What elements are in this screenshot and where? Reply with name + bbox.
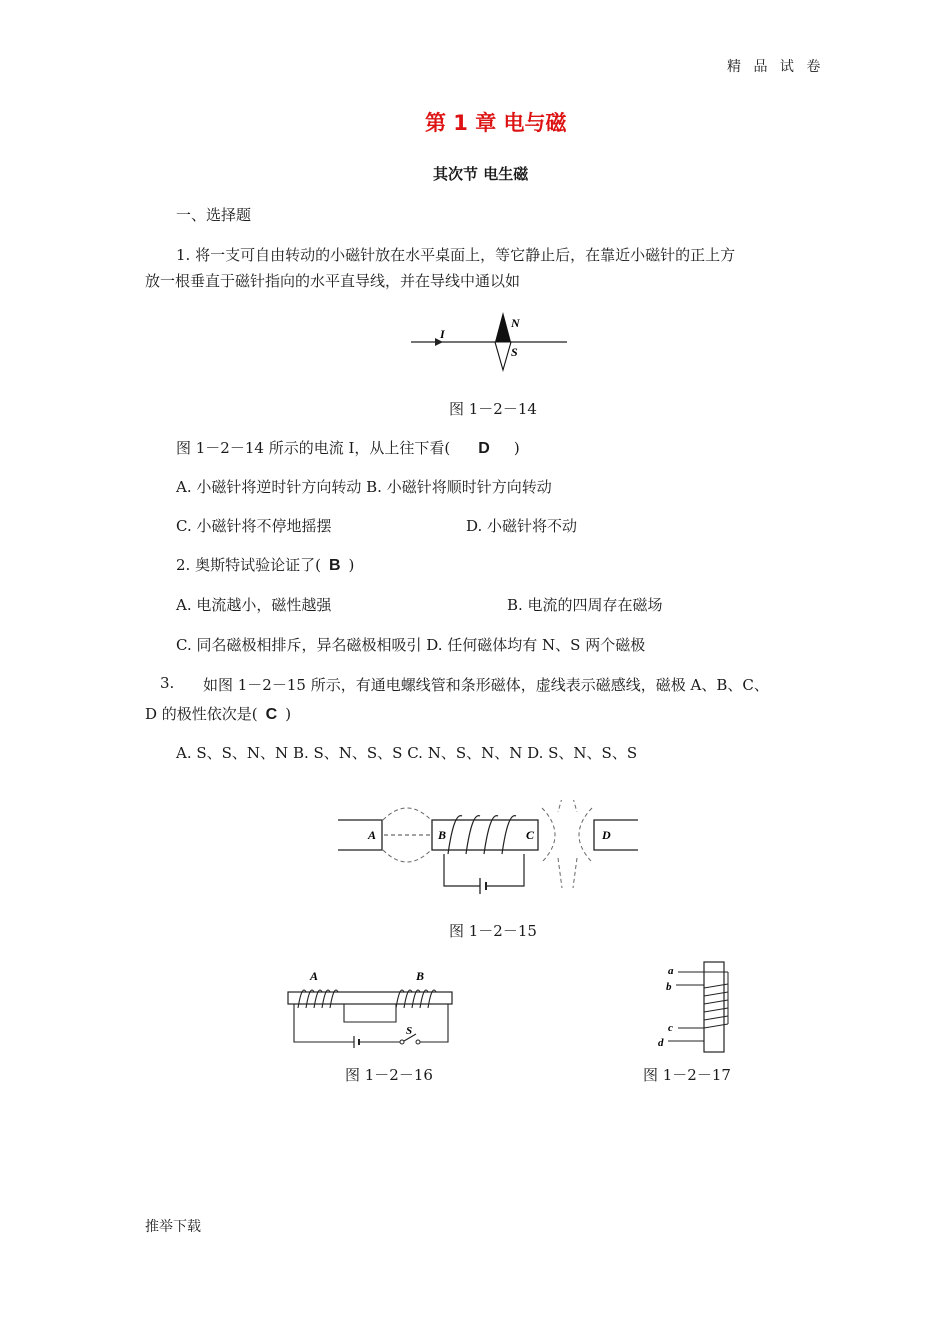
fig17-label-d: d	[658, 1037, 664, 1049]
q1-option-c: C. 小磁针将不停地摇摆	[176, 517, 332, 535]
circuit-wire-right	[486, 854, 524, 886]
right-bar-magnet	[594, 820, 638, 850]
figure-1-2-14	[405, 308, 575, 374]
q2-options-cd: C. 同名磁极相排斥，异名磁极相吸引 D. 任何磁体均有 N、S 两个磁极	[176, 636, 646, 654]
q2-stem	[176, 554, 354, 575]
q1-stem-line1: 1. 将一支可自由转动的小磁针放在水平桌面上，等它静止后，在靠近小磁针的正上方	[176, 246, 736, 264]
needle-north-half	[495, 312, 511, 342]
fig16-label-s: S	[406, 1025, 413, 1037]
chapter-title: 第 1 章 电与磁	[425, 111, 567, 135]
field-line-c-curve	[542, 808, 555, 862]
q3-stem-line1: 如图 1－2－15 所示，有通电螺线管和条形磁体，虚线表示磁感线，磁极 A、B、C、	[203, 676, 769, 694]
field-line-top-right	[573, 800, 577, 812]
q3-stem-line2	[145, 703, 291, 724]
south-label: S	[511, 345, 518, 359]
q3-stem-prefix: D 的极性依次是(	[145, 705, 258, 723]
page-footer: 推举下载	[145, 1219, 201, 1235]
pole-d-label: D	[602, 828, 611, 842]
q3-number: 3.	[160, 674, 175, 692]
q2-answer: B	[328, 557, 341, 574]
page-header: 精 品 试 卷	[727, 59, 825, 75]
q2-stem-prefix: 2. 奥斯特试验论证了(	[176, 556, 321, 574]
fig17-label-c: c	[668, 1022, 673, 1034]
fig17-label-a: a	[668, 965, 674, 977]
field-line-d-curve	[579, 808, 592, 862]
field-line-bottom-right	[573, 858, 577, 888]
fig16-label-b: B	[416, 969, 425, 983]
field-line-ab-bottom	[383, 850, 431, 862]
q2-option-a: A. 电流越小，磁性越强	[176, 596, 332, 614]
question-type-heading: 一、选择题	[176, 206, 252, 224]
q2-stem-suffix: )	[348, 556, 355, 574]
q3-options: A. S、S、N、N B. S、N、S、S C. N、S、N、N D. S、N、S、S	[176, 744, 638, 762]
figure-1-2-16-caption: 图 1－2－16	[345, 1066, 433, 1084]
field-line-ab-top	[383, 808, 431, 820]
field-line-bottom-left	[558, 858, 562, 888]
pole-a-label: A	[368, 828, 377, 842]
connector-wire	[344, 1004, 396, 1022]
figure-1-2-14-caption: 图 1－2－14	[449, 400, 537, 418]
pole-b-label: B	[438, 828, 447, 842]
q1-stem-suffix: )	[513, 439, 520, 457]
switch-contact-right	[416, 1040, 420, 1044]
needle-south-half	[495, 342, 511, 370]
q2-option-b: B. 电流的四周存在磁场	[507, 596, 663, 614]
q3-answer: C	[265, 706, 278, 723]
figure-1-2-17-caption: 图 1－2－17	[643, 1066, 731, 1084]
switch-contact-left	[400, 1040, 404, 1044]
iron-core	[704, 962, 724, 1052]
q1-answer: D	[478, 440, 490, 457]
circuit-wire-left	[444, 854, 480, 886]
q3-stem-suffix: )	[285, 705, 292, 723]
north-label: N	[511, 316, 520, 330]
figure-1-2-17	[650, 958, 740, 1058]
fig16-label-a: A	[310, 969, 319, 983]
figure-1-2-15	[330, 800, 650, 900]
q1-stem-prefix: 图 1－2－14 所示的电流 I，从上往下看(	[176, 439, 451, 457]
figure-1-2-15-caption: 图 1－2－15	[449, 922, 537, 940]
iron-bar	[288, 992, 452, 1004]
field-line-top-left	[558, 800, 562, 812]
fig16-wire-right	[420, 1004, 448, 1042]
current-label: I	[440, 327, 445, 341]
q1-options-ab: A. 小磁针将逆时针方向转动 B. 小磁针将顺时针方向转动	[176, 478, 552, 496]
pole-c-label: C	[526, 828, 535, 842]
fig17-label-b: b	[666, 981, 672, 993]
fig16-wire-left	[294, 1004, 354, 1042]
q1-stem-line2: 放一根垂直于磁针指向的水平直导线，并在导线中通以如	[145, 272, 521, 290]
q1-option-d: D. 小磁针将不动	[466, 517, 578, 535]
q1-stem-line3	[176, 437, 520, 458]
section-subtitle: 其次节 电生磁	[433, 165, 529, 183]
figure-1-2-16	[282, 964, 458, 1050]
